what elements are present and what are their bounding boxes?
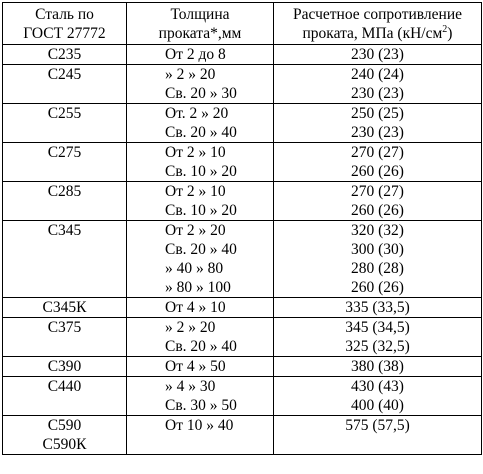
thickness-cell xyxy=(127,65,274,104)
resistance-cell-line: 345 (34,5) xyxy=(345,319,410,336)
resistance-cell-line: 260 (26) xyxy=(351,279,404,296)
table-row xyxy=(3,377,482,416)
thickness-cell-line: Св. 30 » 50 xyxy=(165,397,237,414)
resistance-cell xyxy=(274,221,482,298)
steel-grade-cell-line: С235 xyxy=(47,46,82,63)
resistance-cell xyxy=(274,298,482,318)
table-body xyxy=(3,45,482,455)
thickness-cell-line: От 2 » 20 xyxy=(165,222,226,239)
steel-grade-cell-line: С390 xyxy=(47,358,82,375)
table-row xyxy=(3,104,482,143)
steel-grade-cell xyxy=(3,377,127,416)
resistance-cell-line: 380 (38) xyxy=(351,358,404,375)
thickness-cell-line: Св. 20 » 40 xyxy=(165,338,237,355)
thickness-cell xyxy=(127,143,274,182)
steel-grade-cell-line: С275 xyxy=(47,144,82,161)
steel-grade-cell xyxy=(3,221,127,298)
resistance-cell xyxy=(274,357,482,377)
resistance-cell-line: 270 (27) xyxy=(351,183,404,200)
thickness-cell xyxy=(127,182,274,221)
steel-grade-cell-line: С590К xyxy=(42,436,87,453)
thickness-cell xyxy=(127,104,274,143)
resistance-cell-line: 230 (23) xyxy=(351,85,404,102)
thickness-cell-line: » 2 » 20 xyxy=(165,66,216,83)
resistance-cell-line: 430 (43) xyxy=(351,378,404,395)
thickness-cell-line: » 80 » 100 xyxy=(165,279,231,296)
resistance-cell-line: 335 (33,5) xyxy=(345,299,410,316)
steel-grade-cell xyxy=(3,104,127,143)
table-row xyxy=(3,143,482,182)
steel-grade-cell xyxy=(3,318,127,357)
steel-grade-cell-line: С255 xyxy=(47,105,82,122)
resistance-cell-line: 260 (26) xyxy=(351,163,404,180)
header-grade-line: Сталь по xyxy=(35,6,94,23)
steel-grade-cell-line: С285 xyxy=(47,183,82,200)
header-grade-line: ГОСТ 27772 xyxy=(23,25,106,42)
thickness-cell xyxy=(127,45,274,65)
thickness-cell xyxy=(127,357,274,377)
thickness-cell-line: Св. 20 » 30 xyxy=(165,85,237,102)
thickness-cell xyxy=(127,318,274,357)
header-grade xyxy=(3,3,127,45)
thickness-cell-line: От 2 » 10 xyxy=(165,144,226,161)
resistance-cell xyxy=(274,143,482,182)
thickness-cell xyxy=(127,221,274,298)
thickness-cell-line: От. 2 » 20 xyxy=(165,105,229,122)
steel-grade-cell xyxy=(3,357,127,377)
resistance-cell-line: 230 (23) xyxy=(351,46,404,63)
header-thickness-line: Толщина xyxy=(170,6,230,23)
steel-grade-cell-line: С345К xyxy=(42,299,87,316)
table-header-row xyxy=(3,3,482,45)
thickness-cell-line: » 40 » 80 xyxy=(165,260,224,277)
steel-grade-cell-line: С345 xyxy=(47,222,82,239)
thickness-cell-line: От 10 » 40 xyxy=(165,417,234,434)
header-thickness-line: проката*,мм xyxy=(158,25,242,42)
header-resistance-superscript: 2 xyxy=(442,24,448,35)
resistance-cell-line: 270 (27) xyxy=(351,144,404,161)
thickness-cell-line: Св. 10 » 20 xyxy=(165,202,237,219)
table-row xyxy=(3,318,482,357)
resistance-cell-line: 260 (26) xyxy=(351,202,404,219)
steel-resistance-table xyxy=(2,2,482,455)
resistance-cell-line: 250 (25) xyxy=(351,105,404,122)
table-row xyxy=(3,357,482,377)
resistance-cell-line: 240 (24) xyxy=(351,66,404,83)
steel-grade-cell xyxy=(3,45,127,65)
resistance-cell xyxy=(274,104,482,143)
header-resistance-line xyxy=(274,24,481,43)
steel-grade-cell-line: С590 xyxy=(47,417,82,434)
table-row xyxy=(3,298,482,318)
resistance-cell-line: 575 (57,5) xyxy=(345,417,410,434)
thickness-cell xyxy=(127,298,274,318)
resistance-cell-line: 280 (28) xyxy=(351,260,404,277)
thickness-cell-line: От 4 » 10 xyxy=(165,299,226,316)
header-thickness xyxy=(127,3,274,45)
header-resistance-line: Расчетное сопротивление xyxy=(293,6,462,23)
table-row xyxy=(3,65,482,104)
steel-grade-cell xyxy=(3,65,127,104)
resistance-cell xyxy=(274,182,482,221)
resistance-cell xyxy=(274,45,482,65)
resistance-cell xyxy=(274,318,482,357)
table-row xyxy=(3,221,482,298)
thickness-cell-line: Св. 20 » 40 xyxy=(165,124,237,141)
steel-grade-cell-line: С440 xyxy=(47,378,82,395)
steel-grade-cell-line: С245 xyxy=(47,66,82,83)
header-resistance-unit: проката, МПа (кН/см xyxy=(302,25,443,42)
resistance-cell xyxy=(274,65,482,104)
thickness-cell xyxy=(127,416,274,455)
steel-grade-cell xyxy=(3,182,127,221)
resistance-cell-line: 400 (40) xyxy=(351,397,404,414)
steel-grade-cell-line: С375 xyxy=(47,319,82,336)
header-resistance xyxy=(274,3,482,45)
thickness-cell-line: От 2 до 8 xyxy=(165,46,226,63)
thickness-cell-line: От 4 » 50 xyxy=(165,358,226,375)
header-resistance-close: ) xyxy=(447,25,453,42)
thickness-cell-line: Св. 20 » 40 xyxy=(165,241,237,258)
thickness-cell-line: » 4 » 30 xyxy=(165,378,216,395)
resistance-cell-line: 230 (23) xyxy=(351,124,404,141)
resistance-cell-line: 325 (32,5) xyxy=(345,338,410,355)
thickness-cell-line: » 2 » 20 xyxy=(165,319,216,336)
resistance-cell xyxy=(274,377,482,416)
thickness-cell-line: Св. 10 » 20 xyxy=(165,163,237,180)
resistance-cell-line: 300 (30) xyxy=(351,241,404,258)
table-row xyxy=(3,45,482,65)
steel-grade-cell xyxy=(3,298,127,318)
resistance-cell xyxy=(274,416,482,455)
table-row xyxy=(3,416,482,455)
table-row xyxy=(3,182,482,221)
thickness-cell xyxy=(127,377,274,416)
steel-grade-cell xyxy=(3,143,127,182)
resistance-cell-line: 320 (32) xyxy=(351,222,404,239)
thickness-cell-line: От 2 » 10 xyxy=(165,183,226,200)
steel-grade-cell xyxy=(3,416,127,455)
